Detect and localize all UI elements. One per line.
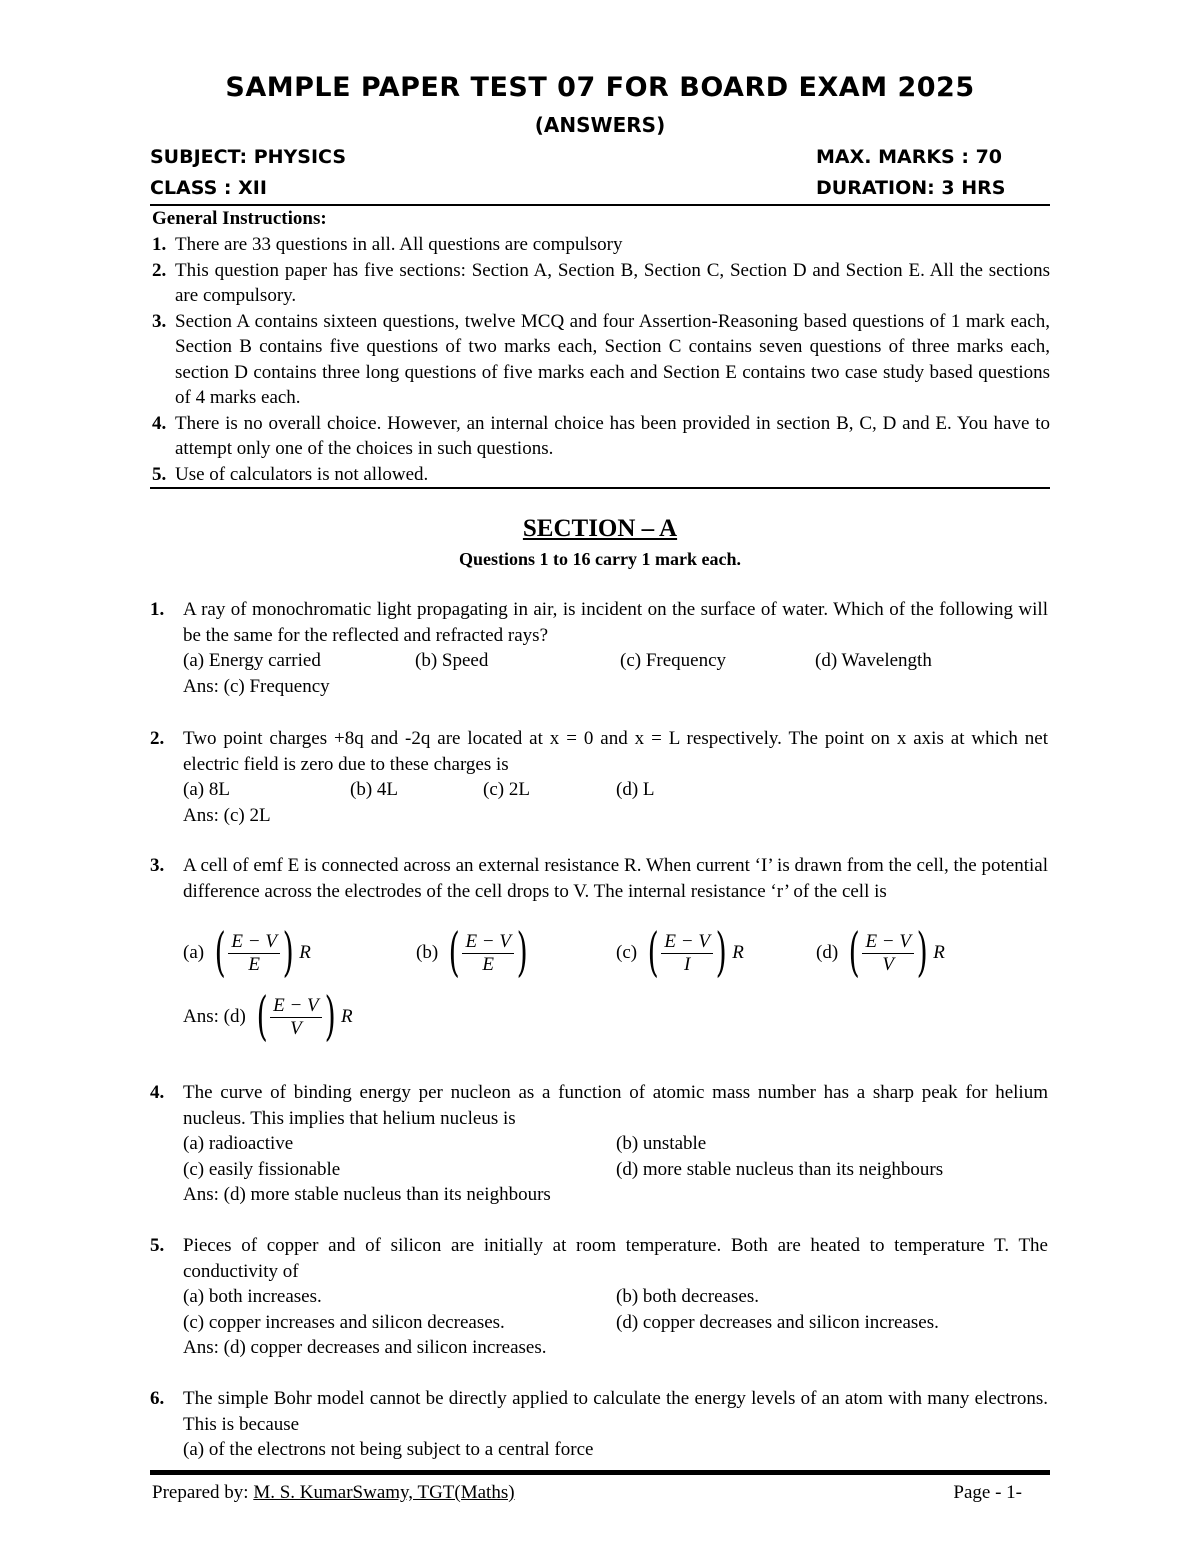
answer: Ans: (d) ( $\frac{E - V}{V}$ ) R — [183, 987, 353, 1047]
option-d: (d) ( $\frac{E - V}{V}$ ) R — [816, 923, 945, 983]
question-3 — [150, 853, 1048, 904]
footer-credit: Prepared by: M. S. KumarSwamy, TGT(Maths) — [152, 1482, 515, 1503]
option-d: (d) Wavelength — [815, 650, 932, 671]
option-a: (a) both increases. — [183, 1286, 322, 1307]
author-name: M. S. KumarSwamy, TGT(Maths) — [253, 1482, 515, 1503]
answer: Ans: (d) more stable nucleus than its neighbours — [183, 1184, 551, 1205]
question-text: Pieces of copper and of silicon are initially at room temperature. Both are heated to temperature T. The conductivity of — [183, 1235, 1048, 1282]
option-c: (c) copper increases and silicon decreases. — [183, 1311, 505, 1333]
instruction-item: 2. This question paper has five sections: Section A, Section B, Section C, Section D and Section E. All the sections are compulsory. — [152, 259, 1050, 306]
option-b: (b) unstable — [616, 1133, 707, 1154]
question-number: 3. — [150, 855, 165, 876]
question-5 — [150, 1233, 1048, 1361]
option-c: (c) easily fissionable — [183, 1158, 341, 1180]
instructions-divider — [150, 487, 1050, 489]
option-b: (b) 4L — [350, 779, 399, 800]
answer: Ans: (c) Frequency — [183, 675, 330, 697]
question-number: 2. — [150, 728, 165, 749]
instructions-heading: General Instructions: — [152, 208, 327, 229]
section-subtitle: Questions 1 to 16 carry 1 mark each. — [459, 549, 741, 569]
instruction-item: 4. There is no overall choice. However, an internal choice has been provided in section B, C, D and E. You have to attempt only one of the choices in such questions. — [152, 412, 1050, 459]
question-text: The simple Bohr model cannot be directly applied to calculate the energy levels of an atom with many electrons. This is because — [183, 1388, 1048, 1435]
section-title: SECTION – A — [522, 515, 678, 542]
option-d: (d) copper decreases and silicon increases. — [616, 1311, 939, 1333]
paper-title: SAMPLE PAPER TEST 07 FOR BOARD EXAM 2025 — [225, 72, 975, 103]
option-a: (a) 8L — [183, 779, 230, 800]
question-number: 5. — [150, 1235, 165, 1256]
question-number: 1. — [150, 599, 165, 620]
question-6 — [150, 1386, 1048, 1463]
option-b: (b) both decreases. — [616, 1286, 759, 1307]
question-1 — [150, 597, 1048, 699]
answer: Ans: (c) 2L — [183, 804, 271, 826]
instructions-list — [152, 232, 1050, 487]
option-c: (c) Frequency — [620, 650, 727, 671]
option-a: (a) radioactive — [183, 1133, 294, 1154]
instruction-item: 5. Use of calculators is not allowed. — [152, 463, 429, 485]
question-text: A ray of monochromatic light propagating in air, is incident on the surface of water. Which of the following will be the same for the reflected and refracted rays? — [183, 599, 1048, 646]
max-marks-label: MAX. MARKS : 70 — [816, 146, 1003, 168]
option-a: (a) Energy carried — [183, 650, 321, 671]
option-b: (b) ( $\frac{E - V}{E}$ ) — [416, 923, 528, 983]
option-b: (b) Speed — [415, 650, 489, 671]
class-label: CLASS : XII — [150, 177, 267, 199]
subject-label: SUBJECT: PHYSICS — [150, 146, 347, 168]
option-c: (c) ( $\frac{E - V}{I}$ ) R — [616, 923, 744, 983]
question-4 — [150, 1080, 1048, 1208]
paper-subtitle: (ANSWERS) — [534, 113, 666, 137]
question-number: 6. — [150, 1388, 165, 1409]
footer-divider — [150, 1470, 1050, 1475]
question-2 — [150, 726, 1048, 828]
instruction-item: 3. Section A contains sixteen questions, twelve MCQ and four Assertion-Reasoning based questions of 1 mark each, Section B contains five questions of two marks each, Section C contains seven questions of three marks each, section D contains three long questions of five marks each and Section E contains two case study based questions of 4 marks each. — [152, 310, 1050, 408]
question-number: 4. — [150, 1082, 165, 1103]
instruction-item: 1. There are 33 questions in all. All questions are compulsory — [152, 234, 623, 255]
answer: Ans: (d) copper decreases and silicon increases. — [183, 1337, 547, 1358]
option-d: (d) more stable nucleus than its neighbours — [616, 1158, 944, 1180]
page-number: Page - 1- — [953, 1482, 1022, 1503]
header-divider — [150, 204, 1050, 206]
option-c: (c) 2L — [483, 779, 530, 800]
duration-label: DURATION: 3 HRS — [816, 177, 1006, 199]
question-text: The curve of binding energy per nucleon as a function of atomic mass number has a sharp peak for helium nucleus. This implies that helium nucleus is — [183, 1082, 1048, 1129]
option-a: (a) of the electrons not being subject to a central force — [183, 1439, 594, 1460]
question-text: A cell of emf E is connected across an external resistance R. When current ‘I’ is drawn from the cell, the potential difference across the electrodes of the cell drops to V. The internal resistance ‘r’ of the cell is — [183, 855, 1048, 902]
option-d: (d) L — [616, 779, 655, 800]
question-text: Two point charges +8q and -2q are located at x = 0 and x = L respectively. The point on x axis at which net electric field is zero due to these charges is — [183, 728, 1048, 775]
option-a: (a) ( $\frac{E - V}{E}$ ) R — [183, 923, 311, 983]
